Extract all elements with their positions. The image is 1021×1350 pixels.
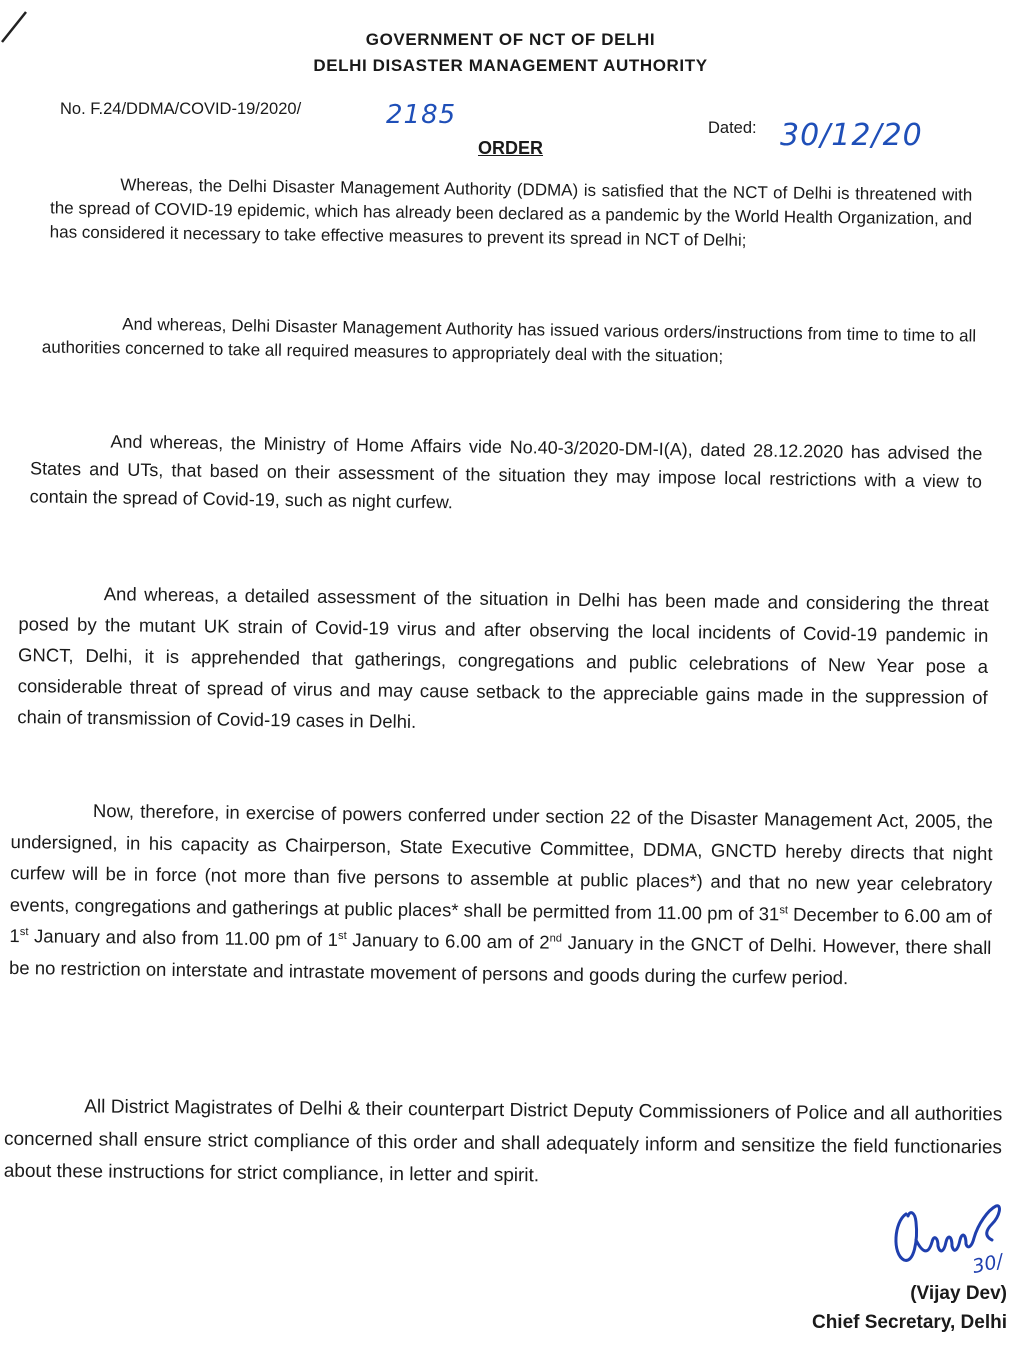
directive-text: Now, therefore, in exercise of powers conferred under section 22 of the Disaster Management Act, 2005, the undersigned, in his capacity as Chairperson, State Executive Committee, DDMA, GNCTD hereby directs that night curfew will be in force (not more than five persons to assemble at public places*) and that no new year celebratory events, congregations and gatherings at public places* shall be permitted from 11.00 pm of 31 [9,800,994,924]
reference-number-handwritten: 2185 [386,100,457,130]
handwritten-signature [888,1200,1020,1280]
date-label: Dated: [708,119,757,137]
order-title: ORDER [478,138,544,158]
ordinal-suffix: nd [549,932,563,945]
paragraph-curfew-directive [9,794,993,995]
ordinal-suffix: st [19,925,29,939]
header-government: GOVERNMENT OF NCT OF DELHI [365,30,656,49]
date-handwritten: 30/12/20 [780,118,923,153]
paragraph-whereas-assessment: And whereas, a detailed assessment of the situation in Delhi has been made and considering the threat posed by the mutant UK strain of Covid-19 virus and after observing the local incidents of Covid-19 pandemic in GNCT, Delhi, it is apprehended that gatherings, congregations and public celebrations of New Year pose a considerable threat of spread of virus and may cause setback to the appreciable gains made in the suppression of chain of transmission of Covid-19 cases in Delhi. [17,583,989,732]
directive-text: December to 6.00 am of 1 [9,903,992,947]
signature-date: 30/ [970,1250,1005,1279]
signatory-designation: Chief Secretary, Delhi [811,1312,1007,1333]
reference-number: No. F.24/DDMA/COVID-19/2020/ [60,100,302,118]
ordinal-suffix: st [338,929,347,942]
directive-text: January to 6.00 am of 2 [346,929,550,953]
ordinal-suffix: st [779,903,789,916]
directive-text: January and also from 11.00 pm of 1 [28,925,339,951]
paragraph-compliance: All District Magistrates of Delhi & their counterpart District Deputy Commissioners of Police and all authorities concerned shall ensure strict compliance of this order and shall adequately inform and sensitize the field functionaries about these instructions for strict compliance, in letter and spirit. [3,1096,1003,1187]
signatory-name: (Vijay Dev) [910,1283,1007,1304]
directive-text: January in the GNCT of Delhi. However, there shall be no restriction on interstate and intrastate movement of persons and goods during the curfew period. [8,931,992,988]
header-authority: DELHI DISASTER MANAGEMENT AUTHORITY [313,56,708,75]
paragraph-whereas-ddma: Whereas, the Delhi Disaster Management Authority (DDMA) is satisfied that the NCT of Delhi is threatened with the spread of COVID-19 epidemic, which has already been declared as a pandemic by the World Health Organization, and has considered it necessary to take effective measures to prevent its spread in NCT of Delhi; [49,175,973,250]
paragraph-whereas-mha: And whereas, the Ministry of Home Affairs vide No.40-3/2020-DM-I(A), dated 28.12.2020 has advised the States and UTs, that based on their assessment of the situation they may impose local restrictions with a view to contain the spread of Covid-19, such as night curfew. [29,431,983,513]
paragraph-whereas-orders: And whereas, Delhi Disaster Management Authority has issued various orders/instructions from time to time to all authorities concerned to take all required measures to appropriately deal with the situation; [41,314,977,366]
